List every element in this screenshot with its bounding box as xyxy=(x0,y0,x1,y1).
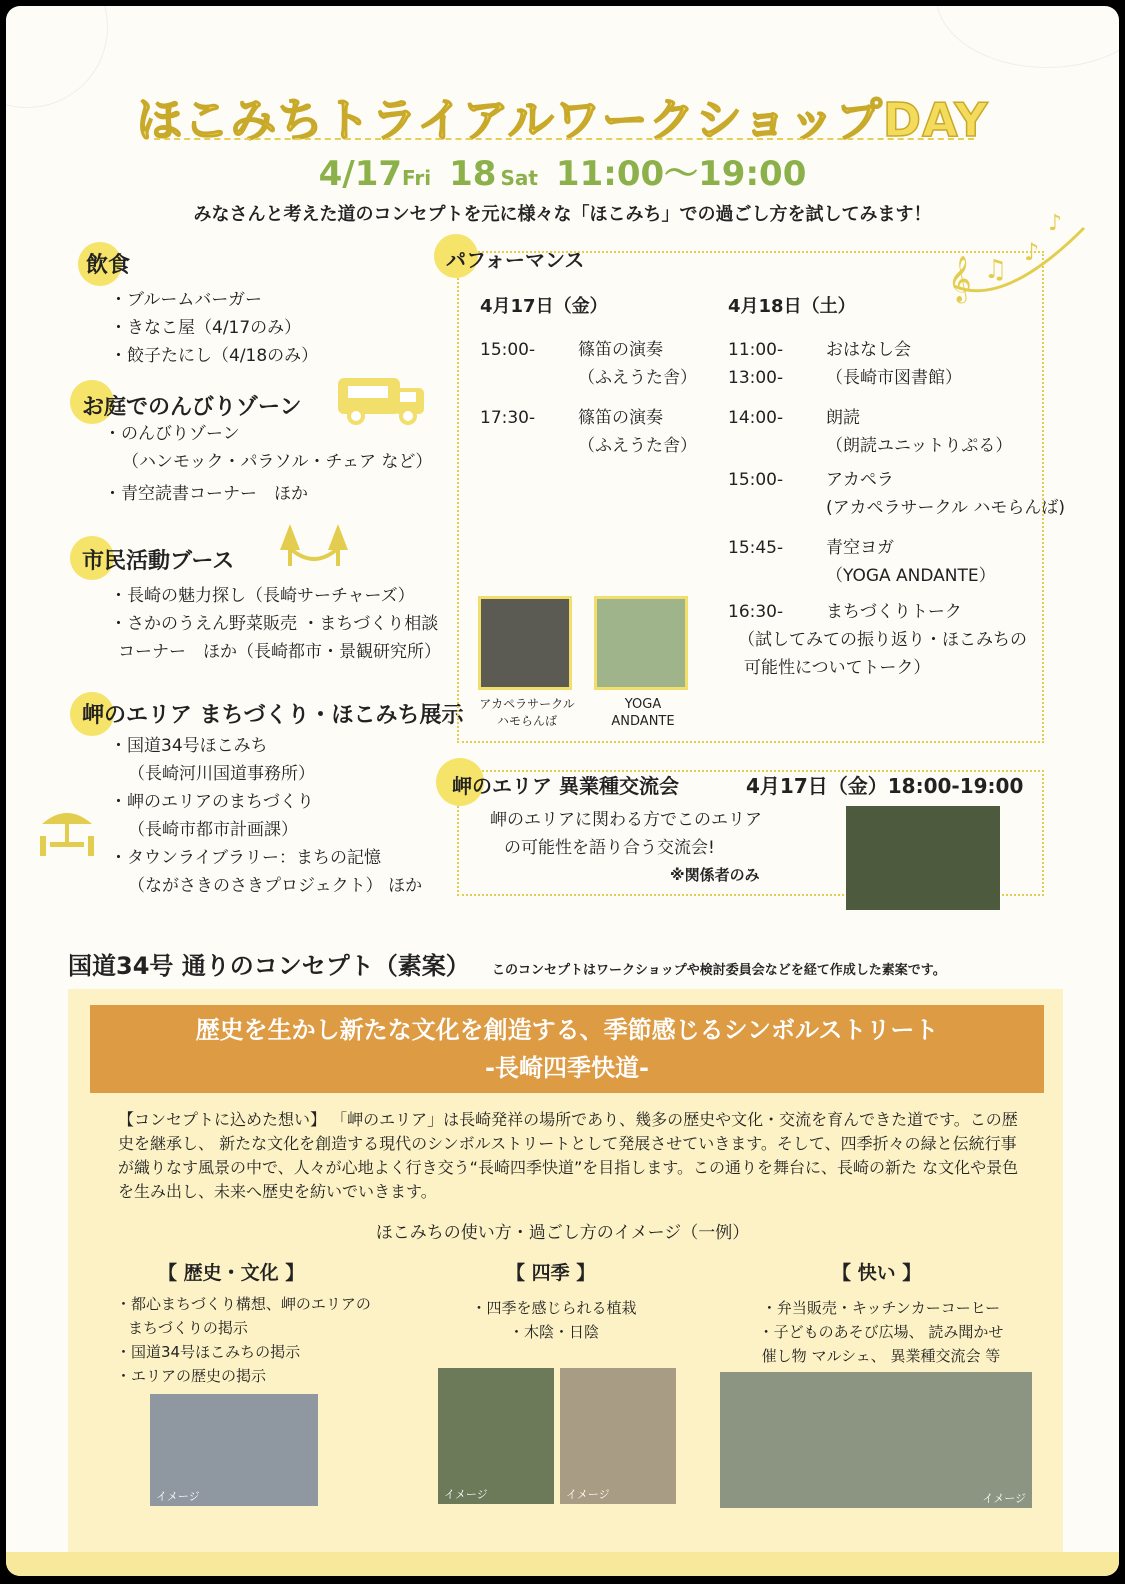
d2-time-5: 16:30- xyxy=(728,602,784,622)
list-item: ・青空読書コーナー ほか xyxy=(104,484,308,504)
parasol-table-icon xyxy=(36,806,98,862)
svg-text:𝄞: 𝄞 xyxy=(948,256,972,302)
event-host: （朗読ユニットりぷる） xyxy=(826,436,1013,456)
list-item: （長崎市都市計画課） xyxy=(128,820,298,840)
date-fri: Fri xyxy=(402,166,432,190)
date-18: 18 xyxy=(449,154,497,194)
history-image xyxy=(150,1394,318,1506)
event-desc: 可能性についてトーク） xyxy=(744,658,931,678)
meeting-date: 4月17日（金）18:00-19:00 xyxy=(746,774,1024,798)
list-item: ・弁当販売・キッチンカーコーヒー xyxy=(761,1299,1001,1317)
d2-event-4 xyxy=(826,534,996,590)
meeting-note: ※関係者のみ xyxy=(670,866,760,884)
caption-line: アカペラサークル xyxy=(479,697,575,711)
yoga-caption xyxy=(588,696,698,730)
list-item: ・のんびりゾーン xyxy=(104,424,240,444)
event-name: おはなし会 xyxy=(826,340,911,360)
event-host: (アカペラサークル ハモらんば) xyxy=(826,498,1065,518)
food-list xyxy=(110,286,318,370)
svg-text:♪: ♪ xyxy=(1024,238,1040,266)
d1-time-1: 15:00- xyxy=(480,340,536,360)
event-name: 篠笛の演奏 xyxy=(578,340,663,360)
list-item: ・岬のエリアのまちづくり xyxy=(110,792,314,812)
performance-title: パフォーマンス xyxy=(446,248,585,272)
desc-line: 岬のエリアに関わる方でこのエリア xyxy=(490,810,762,830)
market-image xyxy=(720,1372,1032,1508)
usage-title: ほこみちの使い方・過ごし方のイメージ（一例） xyxy=(375,1223,750,1243)
banner-line: -長崎四季快道- xyxy=(485,1054,649,1082)
image-label: イメージ xyxy=(156,1490,200,1503)
date-main: 4/17 xyxy=(318,154,403,194)
event-host: （長崎市図書館） xyxy=(826,368,962,388)
food-title: 飲食 xyxy=(86,253,131,278)
day2-heading: 4月18日（土） xyxy=(728,296,856,317)
hammock-icon xyxy=(278,520,350,570)
list-item: （ハンモック・パラソル・チェア など） xyxy=(122,452,433,472)
list-item: ・ブルームバーガー xyxy=(110,290,262,310)
bottom-band xyxy=(6,1552,1119,1576)
d2-time-1 xyxy=(728,336,783,392)
d2-time-2: 14:00- xyxy=(728,408,784,428)
list-item: ・木陰・日陰 xyxy=(508,1323,599,1341)
list-item: ・きなこ屋（4/17のみ） xyxy=(110,318,302,338)
season-image-2 xyxy=(560,1368,676,1504)
svg-text:♪: ♪ xyxy=(1048,211,1063,236)
list-item: ・餃子たにし（4/18のみ） xyxy=(110,346,319,366)
event-host: （YOGA ANDANTE） xyxy=(826,566,996,586)
concept-heading: 国道34号 通りのコンセプト（素案） xyxy=(68,952,470,980)
misaki-list xyxy=(110,732,422,900)
misaki-title: 岬のエリア まちづくり・ほこみち展示 xyxy=(82,703,464,728)
list-item: （ながさきのさきプロジェクト） ほか xyxy=(128,876,423,896)
event-name: 篠笛の演奏 xyxy=(578,408,663,428)
date-sat: Sat xyxy=(500,166,538,190)
svg-text:♫: ♫ xyxy=(984,255,1008,285)
flyer-page xyxy=(6,6,1119,1576)
d1-time-2: 17:30- xyxy=(480,408,536,428)
acapella-caption xyxy=(472,696,582,730)
season-image-1 xyxy=(438,1368,554,1504)
page-title: ほこみちトライアルワークショップDAY xyxy=(136,93,989,147)
image-label: イメージ xyxy=(444,1488,488,1501)
d1-event-2 xyxy=(578,404,697,460)
list-item: ・四季を感じられる植栽 xyxy=(471,1299,637,1317)
event-desc: （試してみての振り返り・ほこみちの xyxy=(738,630,1027,650)
day1-heading: 4月17日（金） xyxy=(480,296,608,317)
list-item: （長崎河川国道事務所） xyxy=(128,764,315,784)
d2-time-4: 15:45- xyxy=(728,538,784,558)
list-item: ・長崎の魅力探し（長崎サーチャーズ） xyxy=(110,586,415,606)
image-label: イメージ xyxy=(566,1488,610,1501)
col3-title: 【 快い 】 xyxy=(832,1262,922,1284)
event-name: 青空ヨガ xyxy=(826,538,894,558)
d2-time-3: 15:00- xyxy=(728,470,784,490)
caption-line: ANDANTE xyxy=(611,714,675,729)
list-item: ・国道34号ほこみちの掲示 xyxy=(116,1343,301,1361)
d2-event-2 xyxy=(826,404,1012,460)
banner-line: 歴史を生かし新たな文化を創造する、季節感じるシンボルストリート xyxy=(195,1016,939,1044)
list-item: ・都心まちづくり構想、岬のエリアの xyxy=(116,1295,371,1313)
list-item: ・子どものあそび広場、 読み聞かせ xyxy=(758,1323,1004,1341)
event-date xyxy=(6,146,1119,195)
date-time: 11:00〜19:00 xyxy=(555,154,807,194)
meeting-desc xyxy=(490,806,762,862)
time: 13:00- xyxy=(728,368,784,388)
d2-event-3 xyxy=(826,466,1065,522)
meeting-photo xyxy=(846,806,1000,910)
list-item: ・タウンライブラリー：まちの記憶 xyxy=(110,848,381,868)
citizen-title: 市民活動ブース xyxy=(82,549,235,574)
garden-list xyxy=(104,420,432,508)
food-truck-icon xyxy=(334,370,430,426)
list-item: ・国道34号ほこみち xyxy=(110,736,268,756)
title-underline xyxy=(154,138,974,140)
acapella-photo xyxy=(478,596,572,690)
concept-body: 【コンセプトに込めた想い】 「岬のエリア」は長崎発祥の場所であり、幾多の歴史や文化・交流を育んできた道です。この歴史を継承し、 新たな文化を創造する現代のシンボルストリートとして発展させていきます。そして、四季折々の緑と伝統行事 が織りなす風景の中で、人々が心地よく行き交う“長崎四季快道”を目指します。この通りを舞台に、長崎の新た な文化や景色を生み出し、未来へ歴史を紡いでいきます。 xyxy=(118,1110,1019,1201)
meeting-title: 岬のエリア 異業種交流会 xyxy=(452,774,679,798)
list-item: コーナー ほか（長崎都市・景観研究所） xyxy=(118,642,441,662)
col2-title: 【 四季 】 xyxy=(506,1262,596,1284)
decor-circle xyxy=(936,6,1119,68)
concept-note: このコンセプトはワークショップや検討委員会などを経て作成した素案です。 xyxy=(492,963,946,978)
caption-line: YOGA xyxy=(624,697,662,712)
garden-title: お庭でのんびりゾーン xyxy=(82,395,302,420)
event-name: アカペラ xyxy=(826,470,894,490)
d1-event-1 xyxy=(578,336,697,392)
list-item: 催し物 マルシェ、 異業種交流会 等 xyxy=(761,1347,1001,1365)
d2-event-5: まちづくりトーク xyxy=(826,602,962,622)
event-host: （ふえうた舎） xyxy=(578,368,697,388)
caption-line: ハモらんば xyxy=(496,714,557,728)
col1-list xyxy=(116,1292,371,1388)
concept-banner xyxy=(90,1005,1044,1093)
d2-event-1 xyxy=(826,336,962,392)
lead-text: みなさんと考えた道のコンセプトを元に様々な「ほこみち」での過ごし方を試してみます！ xyxy=(193,204,932,225)
time: 11:00- xyxy=(728,340,784,360)
col1-title: 【 歴史・文化 】 xyxy=(158,1262,305,1284)
desc-line: の可能性を語り合う交流会! xyxy=(504,838,715,858)
col2-list xyxy=(468,1296,640,1344)
music-notes-icon xyxy=(944,208,1094,308)
citizen-list xyxy=(110,582,441,666)
list-item: ・さかのうえん野菜販売 ・まちづくり相談 xyxy=(110,614,439,634)
yoga-photo xyxy=(594,596,688,690)
list-item: まちづくりの掲示 xyxy=(128,1319,248,1337)
event-name: 朗読 xyxy=(826,408,860,428)
col3-list xyxy=(736,1296,1026,1368)
image-label: イメージ xyxy=(982,1492,1026,1505)
d2-event-5-desc xyxy=(738,626,1027,682)
list-item: ・エリアの歴史の掲示 xyxy=(116,1367,267,1385)
event-host: （ふえうた舎） xyxy=(578,436,697,456)
